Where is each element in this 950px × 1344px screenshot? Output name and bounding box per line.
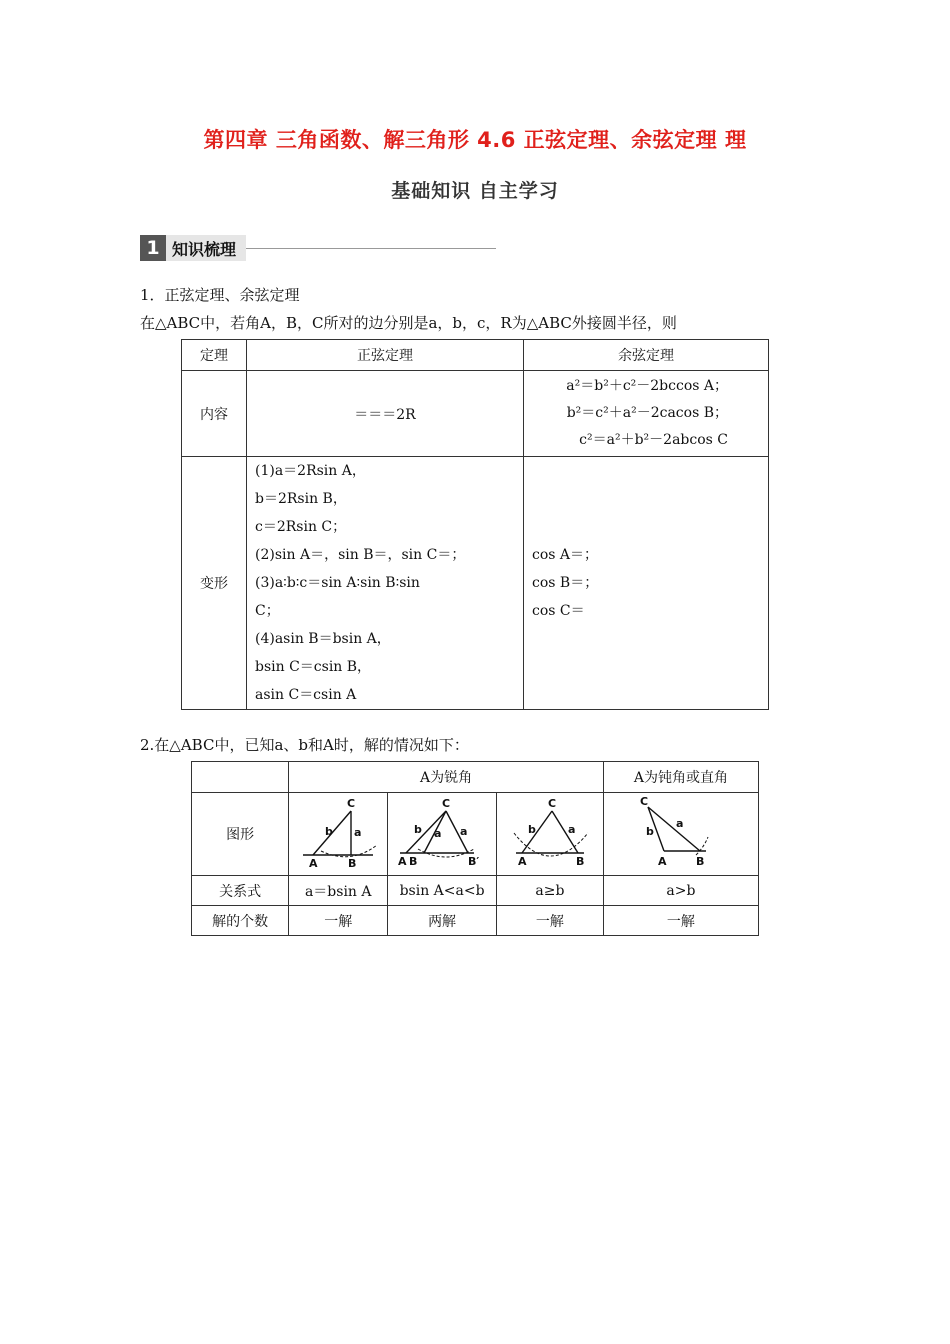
triangle-figure (293, 793, 383, 871)
figure-one-solution-a-ge-b (496, 793, 603, 876)
item1-intro: 在△ABC中，若角A，B，C所对的边分别是a，b，c，R为△ABC外接圆半径，则 (140, 314, 677, 332)
label-B: B (409, 855, 418, 868)
sine-variant-line: bsin C＝csin B， (255, 659, 372, 675)
count-cell: 两解 (388, 906, 497, 936)
sine-variant-line: (4)asin B＝bsin A， (255, 631, 391, 647)
sine-variant-line: (1)a＝2Rsin A， (255, 463, 366, 479)
cosine-variant-line: cos A＝； (532, 547, 599, 563)
solution-cases-table (191, 761, 759, 936)
section-number: 1 (140, 235, 166, 261)
label-A: A (309, 857, 318, 870)
label-a: a (434, 827, 442, 840)
label-b: b (414, 823, 422, 836)
label-C: C (442, 797, 451, 810)
sine-variant-line: b＝2Rsin B， (255, 491, 347, 507)
cosine-law-c: c²＝a²＋b²－2abcos C (579, 432, 728, 448)
triangle-figure (500, 793, 600, 871)
figure-one-solution-height (289, 793, 388, 876)
count-cell: 一解 (603, 906, 758, 936)
sine-variant-line: C； (255, 603, 280, 619)
cosine-variant-line: cos C＝ (532, 603, 585, 619)
item1-heading: 1．正弦定理、余弦定理 (140, 286, 300, 304)
header-obtuse: A为钝角或直角 (603, 762, 758, 793)
label-a: a (460, 825, 468, 838)
row-count-label: 解的个数 (192, 906, 289, 936)
label-B: B (575, 855, 585, 868)
label-A: A (398, 855, 407, 868)
header-cosine: 余弦定理 (524, 340, 769, 371)
triangle-figure (392, 793, 492, 871)
section-header (140, 235, 496, 261)
section-divider (246, 248, 496, 249)
section-label: 知识梳理 (166, 235, 246, 261)
theorem-table (181, 339, 769, 710)
triangle-figure (626, 793, 736, 871)
relation-cell: a＝bsin A (289, 876, 388, 906)
count-cell: 一解 (289, 906, 388, 936)
sine-variants (247, 457, 524, 710)
row-figure-label: 图形 (192, 793, 289, 876)
figure-two-solutions (388, 793, 497, 876)
row-relation-label: 关系式 (192, 876, 289, 906)
label-C: C (347, 797, 356, 810)
page-subtitle: 基础知识 自主学习 (391, 180, 559, 202)
label-C: C (547, 797, 556, 810)
label-a: a (567, 823, 576, 836)
page-title: 第四章 三角函数、解三角形 4.6 正弦定理、余弦定理 理 (203, 128, 747, 152)
label-b: b (325, 825, 334, 838)
relation-cell: a>b (603, 876, 758, 906)
relation-cell: bsin A<a<b (388, 876, 497, 906)
cosine-content (524, 371, 769, 457)
cosine-variant-line: cos B＝； (532, 575, 599, 591)
row-variant-label: 变形 (182, 457, 247, 710)
label-A: A (517, 855, 527, 868)
corner-cell (192, 762, 289, 793)
sine-variant-line: (2)sin A＝，sin B＝，sin C＝； (255, 547, 466, 563)
row-content-label: 内容 (182, 371, 247, 457)
figure-obtuse (603, 793, 758, 876)
label-a: a (675, 817, 684, 830)
header-sine: 正弦定理 (247, 340, 524, 371)
label-A: A (657, 855, 667, 868)
label-B: B (348, 857, 357, 870)
cosine-law-b: b²＝c²＋a²－2cacos B； (566, 405, 728, 421)
item2-heading: 2.在△ABC中，已知a、b和A时，解的情况如下： (140, 736, 469, 754)
sine-variant-line: c＝2Rsin C； (255, 519, 347, 535)
header-theorem: 定理 (182, 340, 247, 371)
sine-content: ＝＝＝2R (247, 371, 524, 457)
label-b: b (527, 823, 536, 836)
label-B-prime: B′ (468, 855, 480, 868)
cosine-variants (524, 457, 769, 710)
count-cell: 一解 (496, 906, 603, 936)
sine-variant-line: asin C＝csin A (255, 687, 357, 703)
label-a: a (354, 826, 362, 839)
label-B: B (695, 855, 705, 868)
sine-variant-line: (3)a∶b∶c＝sin A∶sin B∶sin (255, 575, 420, 591)
cosine-law-a: a²＝b²＋c²－2bccos A； (566, 378, 728, 394)
label-C: C (639, 795, 648, 808)
relation-cell: a≥b (496, 876, 603, 906)
label-b: b (645, 825, 654, 838)
header-acute: A为锐角 (289, 762, 604, 793)
